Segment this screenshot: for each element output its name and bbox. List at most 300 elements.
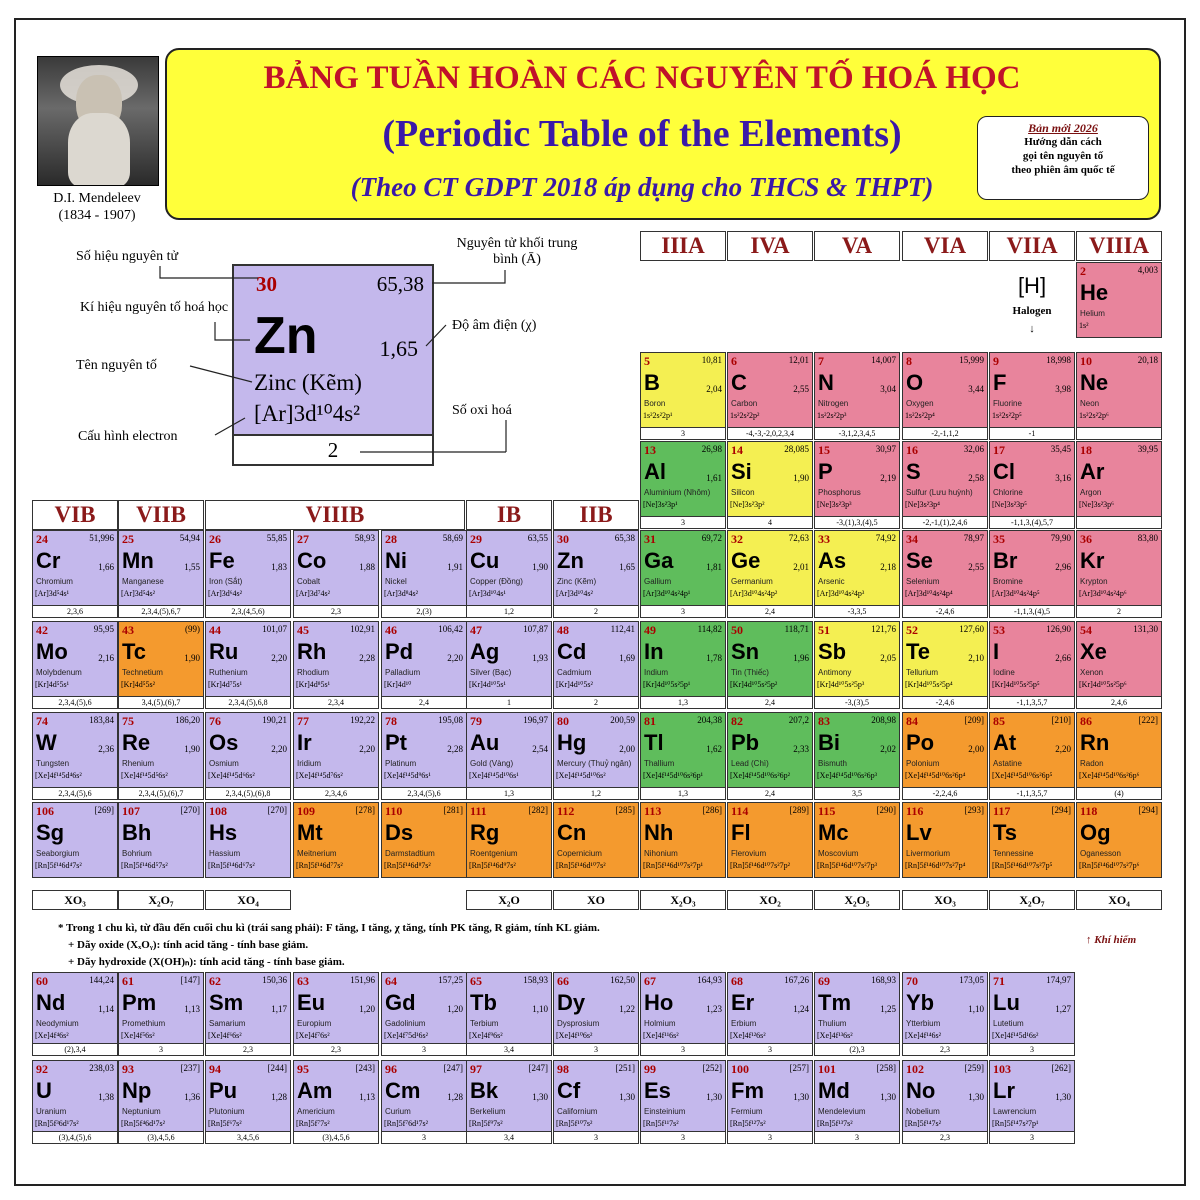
element-name: Europium (297, 1019, 332, 1028)
group-header-IB: IB (466, 500, 552, 530)
electronegativity: 1,88 (359, 562, 375, 572)
element-name: Krypton (1080, 577, 1108, 586)
electron-config: [Ar]3d⁵4s¹ (35, 589, 70, 598)
element-As (814, 530, 900, 606)
element-symbol: U (36, 1078, 52, 1103)
element-symbol: Mo (36, 639, 68, 664)
group-header-IIB: IIB (553, 500, 639, 530)
element-symbol: Te (906, 639, 931, 664)
atomic-mass: 114,82 (697, 624, 722, 634)
atomic-number: 16 (906, 443, 918, 457)
element-symbol: Si (731, 459, 752, 484)
electron-config: [Rn]5f⁷7s² (296, 1119, 330, 1128)
element-name: Erbium (731, 1019, 757, 1028)
element-Md (814, 1060, 900, 1132)
electronegativity: 2,16 (98, 653, 114, 663)
atomic-number: 46 (385, 623, 397, 637)
element-name: Germanium (731, 577, 773, 586)
oxidation-states: 2,3,4,(5),6 (32, 697, 118, 709)
highest-oxide-cell: XO₃ (902, 890, 988, 910)
element-Sb (814, 621, 900, 697)
atomic-number: 92 (36, 1062, 48, 1076)
electron-config: 1s²2s²2p⁴ (905, 411, 935, 420)
element-Os (205, 712, 291, 788)
atomic-mass: 18,998 (1046, 355, 1071, 365)
atomic-number: 83 (818, 714, 830, 728)
atomic-number: 25 (122, 532, 134, 546)
atomic-mass: 12,01 (788, 355, 809, 365)
element-name: Iodine (993, 668, 1015, 677)
element-name: Ytterbium (906, 1019, 941, 1028)
element-Al (640, 441, 726, 517)
atomic-mass: 174,97 (1046, 975, 1071, 985)
atomic-number: 74 (36, 714, 48, 728)
oxidation-states: -2,4,6 (902, 606, 988, 618)
element-name: Darmstadtium (385, 849, 435, 858)
portrait-years: (1834 - 1907) (58, 208, 136, 223)
oxidation-states: 2,3,4 (293, 697, 379, 709)
atomic-mass: [258] (876, 1063, 896, 1073)
element-symbol: Cm (385, 1078, 421, 1103)
atomic-mass: 183,84 (89, 715, 114, 725)
element-symbol: Hs (209, 820, 238, 845)
atomic-mass: 207,2 (788, 715, 809, 725)
element-symbol: Hg (557, 730, 587, 755)
group-header-VIIIA: VIIIA (1076, 231, 1162, 261)
highest-oxide-cell: XO₄ (1076, 890, 1162, 910)
atomic-number: 60 (36, 974, 48, 988)
element-Sg (32, 802, 118, 878)
element-symbol: Lu (993, 990, 1020, 1015)
electron-config: [Xe]4f¹⁴5d¹⁰6s² (556, 771, 606, 780)
oxidation-states: 4 (727, 517, 813, 529)
atomic-number: 71 (993, 974, 1005, 988)
element-symbol: O (906, 370, 924, 395)
element-symbol: Sn (731, 639, 760, 664)
element-Bh (118, 802, 204, 878)
element-name: Mercury (Thuỷ ngân) (557, 759, 632, 768)
element-symbol: B (644, 370, 660, 395)
electronegativity: 2,10 (968, 653, 984, 663)
electron-config: [Xe]4f⁵6s² (121, 1031, 155, 1040)
element-symbol: No (906, 1078, 936, 1103)
electron-config: [Rn]5f¹²7s² (730, 1119, 766, 1128)
note-line: + Dãy oxide (XₓOᵧ): tính acid tăng - tính base giảm. (68, 939, 309, 951)
element-symbol: Ho (644, 990, 674, 1015)
noble-gas-label: Khí hiếm (1094, 934, 1137, 946)
element-Lr (989, 1060, 1075, 1132)
oxidation-states: -2,4,6 (902, 697, 988, 709)
element-Cd (553, 621, 639, 697)
electron-config: [Kr]4d¹⁰5s²5p⁴ (905, 680, 953, 689)
atomic-number: 7 (818, 354, 824, 368)
atomic-number: 13 (644, 443, 656, 457)
element-N (814, 352, 900, 428)
atomic-mass: [259] (964, 1063, 984, 1073)
atomic-number: 78 (385, 714, 397, 728)
electron-config: [Rn]5f⁶7s² (208, 1119, 242, 1128)
oxidation-states: (2),3 (814, 1044, 900, 1056)
element-symbol: Fe (209, 548, 235, 573)
atomic-number: 43 (122, 623, 134, 637)
atomic-number: 32 (731, 532, 743, 546)
electronegativity: 1,93 (532, 653, 548, 663)
element-Se (902, 530, 988, 606)
electronegativity: 1,90 (793, 473, 809, 483)
element-name: Nobelium (906, 1107, 940, 1116)
atomic-number: 35 (993, 532, 1005, 546)
element-name: Thulium (818, 1019, 847, 1028)
atomic-mass: 196,97 (523, 715, 548, 725)
element-symbol: Es (644, 1078, 671, 1103)
element-name: Argon (1080, 488, 1102, 497)
element-symbol: Sb (818, 639, 847, 664)
oxidation-states: 3 (814, 1132, 900, 1144)
atomic-mass: [290] (876, 805, 896, 815)
element-name: Astatine (993, 759, 1022, 768)
atomic-number: 9 (993, 354, 999, 368)
electron-config: [Rn]5f¹⁴6d⁶7s² (208, 861, 255, 870)
electronegativity: 1,20 (447, 1004, 463, 1014)
electron-config: [Rn]5f¹⁴6d¹⁰7s²7p² (730, 861, 791, 870)
element-name: Palladium (385, 668, 421, 677)
atomic-mass: [251] (615, 1063, 635, 1073)
element-Re (118, 712, 204, 788)
element-He (1076, 262, 1162, 338)
element-name: Tungsten (36, 759, 70, 768)
element-name: Molybdenum (36, 668, 82, 677)
atomic-number: 107 (122, 804, 140, 818)
element-name: Aluminium (Nhôm) (644, 488, 711, 497)
electronegativity: 1,30 (968, 1092, 984, 1102)
oxidation-states: 2 (553, 697, 639, 709)
element-Fe (205, 530, 291, 606)
electronegativity: 1,66 (98, 562, 114, 572)
element-name: Antimony (818, 668, 852, 677)
atomic-number: 102 (906, 1062, 924, 1076)
oxidation-states: -3,(3),5 (814, 697, 900, 709)
element-Sn (727, 621, 813, 697)
atomic-number: 10 (1080, 354, 1092, 368)
electron-config: [Ar]3d¹⁰4s²4p¹ (643, 589, 691, 598)
element-symbol: Se (906, 548, 933, 573)
bubble-line: theo phiên âm quốc tế (1011, 164, 1115, 176)
element-name: Xenon (1080, 668, 1104, 677)
electronegativity: 2,20 (1055, 744, 1071, 754)
element-symbol: Au (470, 730, 500, 755)
electron-config: [Rn]5f⁴6d¹7s² (121, 1119, 166, 1128)
element-Rg (466, 802, 552, 878)
element-name: Polonium (906, 759, 940, 768)
electronegativity: 2,01 (793, 562, 809, 572)
element-Ge (727, 530, 813, 606)
element-Si (727, 441, 813, 517)
element-symbol: Cr (36, 548, 61, 573)
electronegativity: 1,30 (706, 1092, 722, 1102)
element-name: Fluorine (993, 399, 1022, 408)
element-symbol: Fl (731, 820, 751, 845)
oxidation-states: 2,4 (727, 697, 813, 709)
oxidation-states: 1 (466, 697, 552, 709)
electronegativity: 1,90 (184, 653, 200, 663)
element-Cu (466, 530, 552, 606)
oxidation-states: 2,3,4,(5),6,7 (118, 606, 204, 618)
element-symbol: Cn (557, 820, 587, 845)
element-symbol: N (818, 370, 834, 395)
element-Pd (381, 621, 467, 697)
label-atomic-number: Số hiệu nguyên tử (76, 249, 179, 264)
label-config: Cấu hình electron (78, 429, 178, 444)
element-symbol: Co (297, 548, 327, 573)
key-mass: 65,38 (376, 272, 424, 296)
atomic-number: 34 (906, 532, 918, 546)
element-Np (118, 1060, 204, 1132)
oxidation-states: 3 (640, 606, 726, 618)
atomic-mass: [209] (964, 715, 984, 725)
element-symbol: Ga (644, 548, 674, 573)
atomic-number: 31 (644, 532, 656, 546)
element-symbol: F (993, 370, 1007, 395)
element-No (902, 1060, 988, 1132)
atomic-number: 77 (297, 714, 309, 728)
element-Lu (989, 972, 1075, 1044)
electronegativity: 2,55 (793, 384, 809, 394)
atomic-number: 27 (297, 532, 309, 546)
key-electronegativity: 1,65 (379, 336, 418, 361)
electron-config: [Xe]4f⁷6s² (296, 1031, 330, 1040)
element-O (902, 352, 988, 428)
atomic-number: 116 (906, 804, 924, 818)
element-name: Seaborgium (36, 849, 80, 858)
group-header-VA: VA (814, 231, 900, 261)
element-name: Oxygen (906, 399, 934, 408)
atomic-number: 45 (297, 623, 309, 637)
electron-config: [Xe]4f¹²6s² (730, 1031, 766, 1040)
element-F (989, 352, 1075, 428)
group-header-IIIA: IIIA (640, 231, 726, 261)
oxidation-states: 3 (989, 1044, 1075, 1056)
electronegativity: 1,61 (706, 473, 722, 483)
bubble-line: Hướng dẫn cách (1024, 136, 1102, 148)
element-Es (640, 1060, 726, 1132)
electronegativity: 1,65 (619, 562, 635, 572)
label-symbol: Kí hiệu nguyên tố hoá học (80, 300, 229, 315)
atomic-mass: [294] (1138, 805, 1158, 815)
electron-config: [Rn]5f¹⁴6d⁵7s² (121, 861, 168, 870)
atomic-number: 18 (1080, 443, 1092, 457)
element-symbol: Bk (470, 1078, 499, 1103)
element-symbol: Kr (1080, 548, 1105, 573)
electron-config: [Kr]4d⁸5s¹ (296, 680, 331, 689)
element-Eu (293, 972, 379, 1044)
atomic-number: 115 (818, 804, 836, 818)
electron-config: 1s²2s²2p⁶ (1079, 411, 1109, 420)
electronegativity: 2,20 (271, 653, 287, 663)
atomic-mass: 83,80 (1137, 533, 1158, 543)
atomic-mass: 157,25 (438, 975, 463, 985)
oxidation-states: 2,3,4,(5),(6),7 (118, 788, 204, 800)
element-name: Silver (Bạc) (470, 668, 512, 677)
element-symbol: Am (297, 1078, 333, 1103)
atomic-mass: [237] (180, 1063, 200, 1073)
atomic-mass: 102,91 (350, 624, 375, 634)
up-arrow-icon: ↑ (1086, 934, 1092, 946)
element-B (640, 352, 726, 428)
element-symbol: Tl (644, 730, 664, 755)
electron-config: [Ne]3s²3p⁵ (992, 500, 1027, 509)
atomic-mass: 200,59 (610, 715, 635, 725)
electron-config: [Rn]5f¹³7s² (817, 1119, 853, 1128)
electron-config: [Kr]4d¹⁰ (384, 680, 412, 689)
element-symbol: I (993, 639, 1000, 664)
element-Nd (32, 972, 118, 1044)
atomic-number: 101 (818, 1062, 836, 1076)
element-Xe (1076, 621, 1162, 697)
element-Tc (118, 621, 204, 697)
element-W (32, 712, 118, 788)
element-symbol: Rn (1080, 730, 1110, 755)
element-Ir (293, 712, 379, 788)
element-P (814, 441, 900, 517)
electronegativity: 1,90 (532, 562, 548, 572)
atomic-mass: 192,22 (350, 715, 375, 725)
element-Mn (118, 530, 204, 606)
element-name: Iridium (297, 759, 322, 768)
noble-gas-note (1086, 934, 1136, 946)
element-name: Copper (Đồng) (470, 577, 523, 586)
atomic-mass: [294] (1051, 805, 1071, 815)
group-header-VIB: VIB (32, 500, 118, 530)
element-symbol: Po (906, 730, 935, 755)
element-symbol: Lr (993, 1078, 1015, 1103)
group-header-VIIIB: VIIIB (205, 500, 465, 530)
element-Am (293, 1060, 379, 1132)
electronegativity: 1,28 (271, 1092, 287, 1102)
atomic-number: 17 (993, 443, 1005, 457)
highest-oxide-cell: X₂O₇ (989, 890, 1075, 910)
element-name: Gallium (644, 577, 672, 586)
element-name: Cobalt (297, 577, 321, 586)
label-electronegativity: Độ âm điện (χ) (452, 318, 537, 333)
element-Ho (640, 972, 726, 1044)
highest-oxide-cell: X₂O₃ (640, 890, 726, 910)
atomic-mass: 121,76 (871, 624, 896, 634)
element-symbol: Tb (470, 990, 497, 1015)
oxidation-states: -1,1,3,5,7 (989, 697, 1075, 709)
element-symbol: Cd (557, 639, 587, 664)
oxidation-states: 2,4 (727, 788, 813, 800)
atomic-mass: 51,996 (89, 533, 114, 543)
atomic-number: 110 (385, 804, 403, 818)
element-symbol: Ts (993, 820, 1018, 845)
electronegativity: 1,90 (184, 744, 200, 754)
group-header-VIIB: VIIB (118, 500, 204, 530)
atomic-number: 69 (818, 974, 830, 988)
electron-config: [Ne]3s²3p⁴ (905, 500, 940, 509)
atomic-number: 49 (644, 623, 656, 637)
element-In (640, 621, 726, 697)
oxidation-states: 2,4 (727, 606, 813, 618)
down-arrow-icon: ↓ (1029, 323, 1035, 335)
atomic-mass: 173,05 (959, 975, 984, 985)
oxidation-states: -3,(1),3,(4),5 (814, 517, 900, 529)
element-name: Lawrencium (993, 1107, 1037, 1116)
atomic-number: 5 (644, 354, 650, 368)
element-symbol: Xe (1080, 639, 1107, 664)
element-name: Berkelium (470, 1107, 506, 1116)
key-oxidation: 2 (232, 436, 434, 466)
atomic-number: 68 (731, 974, 743, 988)
title-vietnamese: BẢNG TUẦN HOÀN CÁC NGUYÊN TỐ HOÁ HỌC (263, 60, 1021, 96)
oxidation-states: 3 (381, 1044, 467, 1056)
atomic-mass: [270] (180, 805, 200, 815)
oxidation-states: 3,4,5,6 (205, 1132, 291, 1144)
element-I (989, 621, 1075, 697)
electron-config: [Kr]4d¹⁰5s²5p¹ (643, 680, 691, 689)
element-symbol: Rh (297, 639, 327, 664)
atomic-mass: 32,06 (963, 444, 984, 454)
atomic-mass: 58,69 (442, 533, 463, 543)
oxidation-states: 3 (640, 428, 726, 440)
electron-config: 1s²2s²2p⁵ (992, 411, 1022, 420)
electron-config: [Ar]3d¹⁰4s²4p² (730, 589, 778, 598)
electronegativity: 1,36 (184, 1092, 200, 1102)
electron-config: [Kr]4d¹⁰5s²5p² (730, 680, 778, 689)
element-symbol: Mn (122, 548, 154, 573)
element-Ru (205, 621, 291, 697)
atomic-number: 85 (993, 714, 1005, 728)
atomic-mass: 58,93 (354, 533, 375, 543)
electron-config: [Xe]4f¹⁴5d¹⁰6s²6p⁶ (1079, 771, 1140, 780)
atomic-mass: 106,42 (438, 624, 463, 634)
electron-config: [Xe]4f⁶6s² (208, 1031, 242, 1040)
element-name: Neodymium (36, 1019, 79, 1028)
electron-config: [Kr]4d¹⁰5s²5p⁶ (1079, 680, 1127, 689)
electron-config: [Rn]5f¹⁴6d⁹7s² (469, 861, 516, 870)
atomic-number: 54 (1080, 623, 1092, 637)
element-name: Livermorium (906, 849, 951, 858)
element-name: Gadolinium (385, 1019, 426, 1028)
atomic-number: 93 (122, 1062, 134, 1076)
oxidation-states: 3 (727, 1044, 813, 1056)
oxidation-states: -2,-1,(1),2,4,6 (902, 517, 988, 529)
element-symbol: Ir (297, 730, 312, 755)
atomic-mass: 15,999 (959, 355, 984, 365)
halogen-label: Halogen (1012, 305, 1052, 317)
oxidation-states: 2,4 (381, 697, 467, 709)
atomic-number: 15 (818, 443, 830, 457)
element-name: Indium (644, 668, 669, 677)
electron-config: 1s² (1079, 321, 1089, 330)
atomic-mass: 195,08 (438, 715, 463, 725)
element-name: Carbon (731, 399, 758, 408)
atomic-number: 28 (385, 532, 397, 546)
highest-oxide-cell: XO (553, 890, 639, 910)
atomic-mass: [247] (528, 1063, 548, 1073)
atomic-number: 64 (385, 974, 397, 988)
atomic-mass: 74,92 (875, 533, 896, 543)
oxidation-states: 2,3 (205, 1044, 291, 1056)
electron-config: [Rn]5f¹⁴6d¹⁰7s²7p¹ (643, 861, 704, 870)
notes-block (58, 920, 958, 971)
oxidation-states: -3,3,5 (814, 606, 900, 618)
electronegativity: 2,54 (532, 744, 548, 754)
atomic-mass: [269] (94, 805, 114, 815)
atomic-number: 95 (297, 1062, 309, 1076)
electron-config: [Rn]5f¹⁴6d⁴7s² (35, 861, 82, 870)
atomic-number: 84 (906, 714, 918, 728)
electron-config: [Ar]3d¹⁰4s²4p⁶ (1079, 589, 1127, 598)
